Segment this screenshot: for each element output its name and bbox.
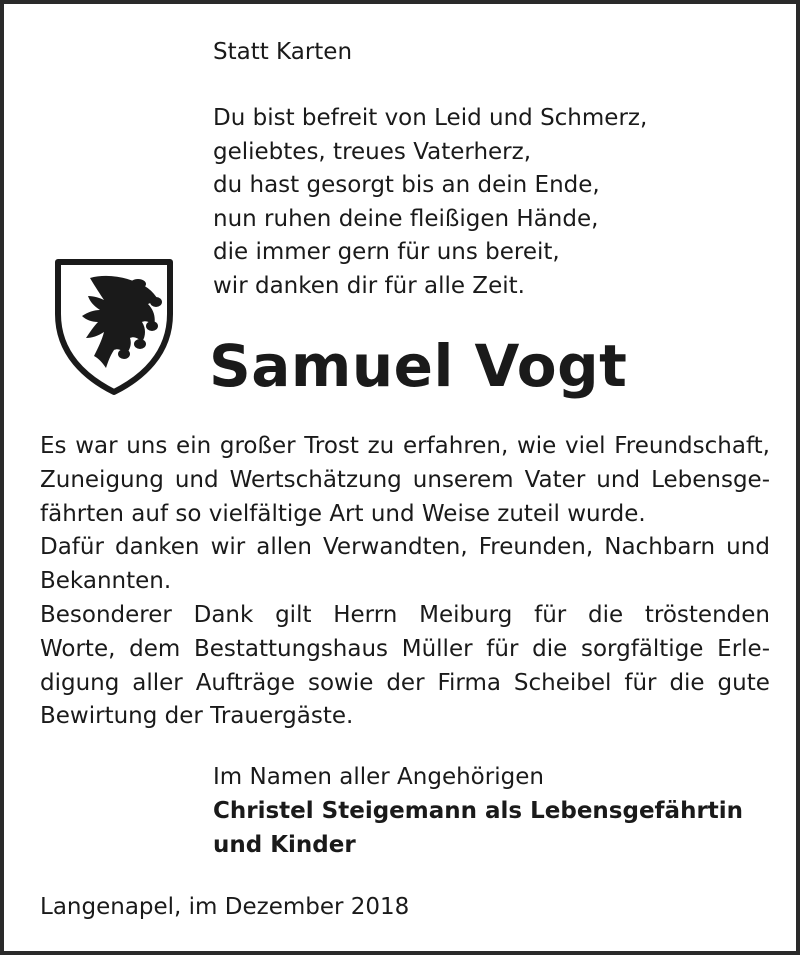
word: Müller	[401, 635, 473, 662]
word: wie	[516, 433, 557, 459]
signature-intro: Im Namen aller Angehörigen	[213, 764, 544, 790]
word: Freundschaft,	[614, 433, 770, 459]
word: wir	[210, 534, 246, 561]
word: unserem	[412, 466, 514, 493]
word: allen	[256, 534, 312, 561]
word: zu	[367, 433, 395, 459]
body-line: Bewirtung der Trauergäste.	[40, 703, 354, 730]
word: Besonderer	[40, 601, 172, 628]
word: die	[587, 601, 624, 628]
body-line: Bekannten.	[40, 568, 172, 595]
word: und	[174, 466, 219, 493]
poem-line: wir danken dir für alle Zeit.	[213, 272, 525, 299]
body-line	[40, 633, 770, 667]
word: und	[726, 534, 770, 561]
word: gute	[717, 669, 770, 696]
word: Lebensge-	[651, 466, 770, 493]
body-line	[40, 531, 770, 565]
word: Firma	[437, 669, 501, 696]
word: Trost	[304, 433, 359, 459]
word: erfahren,	[402, 433, 509, 459]
deceased-name: Samuel Vogt	[209, 332, 628, 400]
body-line	[40, 464, 770, 498]
word: Verwandten,	[322, 534, 468, 561]
body-line: fährten auf so vielfältige Art und Weise zuteil wurde.	[40, 500, 646, 527]
signature-name: und Kinder	[213, 832, 356, 858]
poem-line: Du bist befreit von Leid und Schmerz,	[213, 105, 648, 131]
thank-you-text	[40, 430, 770, 734]
word: Bestattungshaus	[194, 635, 389, 662]
body-line	[40, 599, 770, 633]
word: digung	[40, 669, 120, 696]
body-line	[40, 667, 770, 701]
word: Worte,	[40, 635, 116, 662]
word: Zuneigung	[40, 466, 164, 493]
poem	[213, 102, 647, 304]
word: für	[624, 669, 657, 696]
word: Wertschätzung	[229, 466, 402, 493]
signature-name: Christel Steigemann als Lebensgefährtin	[213, 798, 744, 824]
heraldic-shield-icon	[52, 256, 176, 396]
word: war	[75, 433, 118, 459]
word: gilt	[275, 601, 312, 628]
word: dem	[129, 635, 181, 662]
word: tröstenden	[644, 601, 770, 628]
word: und	[596, 466, 641, 493]
word: der	[386, 669, 425, 696]
body-line	[40, 430, 770, 464]
word: Erle-	[717, 635, 770, 662]
word: aller	[132, 669, 183, 696]
word: die	[669, 669, 705, 696]
word: Vater	[524, 466, 586, 493]
header-note: Statt Karten	[213, 39, 353, 65]
word: Es	[40, 433, 67, 459]
place-date: Langenapel, im Dezember 2018	[40, 894, 410, 920]
word: großer	[219, 433, 296, 459]
word: Herrn	[333, 601, 398, 628]
poem-line: nun ruhen deine fleißigen Hände,	[213, 205, 599, 232]
word: viel	[565, 433, 606, 459]
word: danken	[115, 534, 200, 561]
word: ein	[176, 433, 212, 459]
word: sorgfältige	[581, 635, 704, 662]
word: Dank	[193, 601, 254, 628]
word: sowie	[307, 669, 374, 696]
word: für	[486, 635, 519, 662]
word: Nachbarn	[604, 534, 716, 561]
word: Aufträge	[195, 669, 296, 696]
word: Scheibel	[513, 669, 612, 696]
poem-line: geliebtes, treues Vaterherz,	[213, 138, 532, 165]
word: die	[532, 635, 568, 662]
poem-line: du hast gesorgt bis an dein Ende,	[213, 172, 600, 199]
word: Freunden,	[478, 534, 594, 561]
word: für	[534, 601, 567, 628]
poem-line: die immer gern für uns bereit,	[213, 239, 560, 266]
word: Meiburg	[419, 601, 513, 628]
word: Dafür	[40, 534, 104, 561]
word: uns	[126, 433, 168, 459]
signature-block	[213, 760, 743, 862]
